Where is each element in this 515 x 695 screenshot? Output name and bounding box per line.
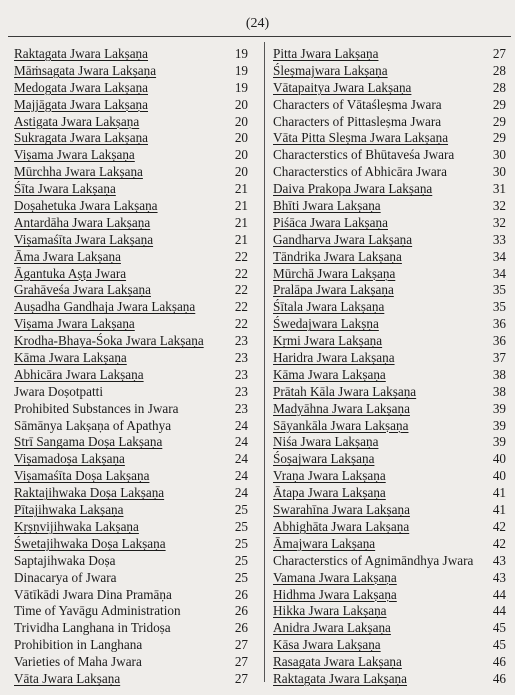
toc-entry — [273, 282, 506, 299]
toc-entry-page: 23 — [234, 400, 248, 416]
toc-entry-page: 19 — [234, 79, 248, 95]
toc-entry — [14, 181, 248, 198]
toc-entry-page: 35 — [492, 282, 506, 298]
toc-entry-page: 30 — [492, 147, 506, 163]
toc-entry — [14, 350, 248, 367]
toc-entry — [273, 553, 506, 570]
toc-entry-page: 22 — [234, 282, 248, 298]
toc-entry-title: Kṛṣṇvijihwaka Lakṣaṇa — [14, 518, 139, 534]
toc-entry — [273, 519, 506, 536]
toc-entry — [273, 367, 506, 384]
toc-entry-page: 20 — [234, 147, 248, 163]
toc-entry-title: Astigata Jwara Lakṣaṇa — [14, 113, 140, 129]
toc-entry-page: 24 — [234, 417, 248, 433]
toc-entry — [273, 384, 506, 401]
toc-entry-title: Ātapa Jwara Lakṣaṇa — [273, 485, 386, 501]
toc-entry-title: Prātah Kāla Jwara Lakṣaṇa — [273, 383, 417, 399]
toc-entry-title: Mūrchha Jwara Lakṣaṇa — [14, 164, 143, 180]
toc-entry — [273, 468, 506, 485]
toc-entry-page: 32 — [492, 198, 506, 214]
toc-entry-title: Hikka Jwara Lakṣaṇa — [273, 603, 387, 619]
toc-entry-page: 27 — [234, 654, 248, 670]
toc-entry-title: Daiva Prakopa Jwara Lakṣaṇa — [273, 181, 433, 197]
toc-entry-title: Strī Sangama Doṣa Lakṣaṇa — [14, 434, 163, 450]
toc-entry — [14, 519, 248, 536]
toc-entry-page: 27 — [234, 637, 248, 653]
toc-entry-page: 25 — [234, 502, 248, 518]
header-rule — [8, 36, 511, 37]
toc-entry-title: Śīta Jwara Lakṣaṇa — [14, 181, 116, 197]
toc-entry-title: Raktagata Jwara Lakṣaṇa — [273, 670, 408, 686]
toc-entry — [273, 215, 506, 232]
toc-entry-title: Viṣama Jwara Lakṣaṇa — [14, 147, 135, 163]
toc-entry-page: 43 — [492, 569, 506, 585]
toc-entry — [273, 80, 506, 97]
toc-entry — [14, 130, 248, 147]
toc-entry-title: Tāndrika Jwara Lakṣaṇa — [273, 248, 402, 264]
toc-entry-title: Vātīkādi Jwara Dina Pramāṇa — [14, 586, 172, 602]
toc-entry — [14, 451, 248, 468]
toc-entry-page: 41 — [492, 485, 506, 501]
toc-left-column — [14, 46, 248, 688]
toc-entry — [273, 266, 506, 283]
toc-entry — [273, 164, 506, 181]
toc-entry-title: Śleṣmajwara Lakṣaṇa — [273, 62, 388, 78]
toc-entry — [14, 384, 248, 401]
toc-entry-page: 33 — [492, 231, 506, 247]
toc-entry — [14, 570, 248, 587]
toc-entry-page: 36 — [492, 316, 506, 332]
toc-entry-page: 46 — [492, 654, 506, 670]
toc-entry — [14, 401, 248, 418]
toc-entry — [14, 97, 248, 114]
toc-entry-page: 24 — [234, 485, 248, 501]
toc-entry-title: Characterstics of Bhūtaveśa Jwara — [273, 147, 455, 163]
toc-entry — [14, 198, 248, 215]
toc-entry-title: Āma Jwara Lakṣaṇa — [14, 248, 121, 264]
toc-entry-page: 37 — [492, 350, 506, 366]
toc-entry-page: 41 — [492, 502, 506, 518]
toc-entry-page: 21 — [234, 198, 248, 214]
toc-entry — [14, 671, 248, 688]
toc-entry-page: 25 — [234, 552, 248, 568]
toc-entry — [14, 46, 248, 63]
toc-entry — [14, 282, 248, 299]
toc-entry-page: 45 — [492, 620, 506, 636]
toc-entry-page: 23 — [234, 366, 248, 382]
toc-entry-page: 38 — [492, 383, 506, 399]
toc-entry — [14, 147, 248, 164]
toc-entry-title: Prohibition in Langhana — [14, 637, 143, 653]
toc-entry — [273, 637, 506, 654]
toc-entry-page: 22 — [234, 316, 248, 332]
toc-entry-title: Śwedajwara Lakṣṇa — [273, 316, 379, 332]
toc-entry-page: 34 — [492, 265, 506, 281]
toc-entry-page: 40 — [492, 451, 506, 467]
toc-entry-title: Kāsa Jwara Lakṣaṇa — [273, 637, 381, 653]
toc-entry-page: 29 — [492, 113, 506, 129]
toc-entry — [273, 46, 506, 63]
toc-entry-page: 23 — [234, 333, 248, 349]
toc-entry-page: 42 — [492, 535, 506, 551]
toc-entry-title: Niśa Jwara Lakṣaṇa — [273, 434, 379, 450]
toc-entry-title: Dinacarya of Jwara — [14, 569, 117, 585]
toc-entry — [273, 63, 506, 80]
toc-entry — [273, 299, 506, 316]
toc-entry-title: Kāma Jwara Lakṣaṇa — [14, 350, 127, 366]
toc-entry-title: Grahāveśa Jwara Lakṣaṇa — [14, 282, 151, 298]
toc-entry-page: 27 — [492, 46, 506, 61]
toc-entry-page: 21 — [234, 181, 248, 197]
toc-entry-page: 22 — [234, 248, 248, 264]
toc-entry — [273, 130, 506, 147]
toc-entry — [273, 147, 506, 164]
toc-entry-title: Gandharva Jwara Lakṣaṇa — [273, 231, 413, 247]
toc-entry-title: Vātapaitya Jwara Lakṣaṇa — [273, 79, 412, 95]
toc-entry — [14, 316, 248, 333]
toc-entry — [273, 181, 506, 198]
toc-entry — [14, 249, 248, 266]
toc-entry — [14, 367, 248, 384]
toc-entry-title: Pitta Jwara Lakṣaṇa — [273, 46, 379, 61]
toc-entry — [273, 654, 506, 671]
toc-entry-title: Rasagata Jwara Lakṣaṇa — [273, 654, 402, 670]
toc-entry — [14, 333, 248, 350]
toc-entry-title: Śoṣajwara Lakṣaṇa — [273, 451, 375, 467]
toc-entry-page: 20 — [234, 113, 248, 129]
toc-entry-page: 28 — [492, 62, 506, 78]
toc-entry — [14, 587, 248, 604]
toc-entry — [14, 468, 248, 485]
toc-entry-page: 28 — [492, 79, 506, 95]
toc-entry-page: 24 — [234, 468, 248, 484]
toc-entry-page: 25 — [234, 518, 248, 534]
toc-entry-title: Time of Yavāgu Administration — [14, 603, 181, 619]
toc-entry-title: Raktajihwaka Doṣa Lakṣaṇa — [14, 485, 165, 501]
toc-entry-title: Characters of Vātaśleṣma Jwara — [273, 96, 442, 112]
column-divider — [264, 42, 265, 682]
toc-entry — [273, 451, 506, 468]
toc-entry-page: 34 — [492, 248, 506, 264]
toc-entry — [14, 215, 248, 232]
toc-entry — [14, 418, 248, 435]
toc-entry-title: Hidhma Jwara Lakṣaṇa — [273, 586, 397, 602]
toc-entry-title: Abhighāta Jwara Lakṣaṇa — [273, 518, 410, 534]
toc-entry-page: 20 — [234, 96, 248, 112]
toc-entry-title: Characters of Pittasleṣma Jwara — [273, 113, 442, 129]
toc-entry-page: 31 — [492, 181, 506, 197]
toc-entry — [14, 485, 248, 502]
toc-entry — [273, 97, 506, 114]
toc-entry-title: Māṁsagata Jwara Lakṣaṇa — [14, 62, 157, 78]
toc-entry — [273, 350, 506, 367]
toc-entry-title: Swarahīna Jwara Lakṣaṇa — [273, 502, 410, 518]
toc-entry-title: Viṣama Jwara Lakṣaṇa — [14, 316, 135, 332]
toc-entry-title: Characterstics of Agnimāndhya Jwara — [273, 552, 474, 568]
toc-entry — [273, 249, 506, 266]
toc-entry — [273, 502, 506, 519]
toc-entry-page: 23 — [234, 383, 248, 399]
toc-entry-title: Sāmānya Lakṣaṇa of Apathya — [14, 417, 172, 433]
toc-entry-title: Vamana Jwara Lakṣaṇa — [273, 569, 397, 585]
toc-entry-title: Bhīti Jwara Lakṣaṇa — [273, 198, 381, 214]
toc-entry-page: 26 — [234, 603, 248, 619]
toc-entry — [14, 553, 248, 570]
toc-entry-page: 24 — [234, 451, 248, 467]
toc-entry-page: 19 — [234, 62, 248, 78]
toc-entry-page: 29 — [492, 130, 506, 146]
toc-entry-page: 35 — [492, 299, 506, 315]
toc-entry-title: Piśāca Jwara Lakṣaṇa — [273, 214, 388, 230]
toc-entry — [14, 637, 248, 654]
toc-entry-title: Anidra Jwara Lakṣaṇa — [273, 620, 391, 636]
toc-entry-page: 36 — [492, 333, 506, 349]
toc-entry — [14, 502, 248, 519]
toc-entry-page: 46 — [492, 670, 506, 686]
toc-entry-page: 29 — [492, 96, 506, 112]
toc-entry-title: Majjāgata Jwara Lakṣaṇa — [14, 96, 149, 112]
toc-entry — [14, 299, 248, 316]
toc-entry-title: Pītajihwaka Lakṣaṇa — [14, 502, 124, 518]
toc-entry-title: Sāyankāla Jwara Lakṣaṇa — [273, 417, 409, 433]
toc-entry-title: Śītala Jwara Lakṣaṇa — [273, 299, 385, 315]
toc-entry-title: Vraṇa Jwara Lakṣaṇa — [273, 468, 386, 484]
toc-entry — [273, 671, 506, 688]
toc-entry — [14, 536, 248, 553]
toc-entry-title: Vāta Jwara Lakṣaṇa — [14, 670, 121, 686]
toc-entry-page: 26 — [234, 620, 248, 636]
toc-entry — [273, 485, 506, 502]
toc-entry-title: Raktagata Jwara Lakṣaṇa — [14, 46, 149, 61]
toc-entry — [273, 198, 506, 215]
toc-entry-title: Viṣamadoṣa Lakṣaṇa — [14, 451, 125, 467]
toc-entry — [273, 536, 506, 553]
toc-entry-title: Śwetajihwaka Doṣa Lakṣaṇa — [14, 535, 166, 551]
toc-entry — [273, 603, 506, 620]
toc-entry-title: Antardāha Jwara Lakṣaṇa — [14, 214, 151, 230]
toc-entry-page: 19 — [234, 46, 248, 61]
toc-entry-title: Āmajwara Lakṣaṇa — [273, 535, 376, 551]
toc-entry-page: 21 — [234, 214, 248, 230]
toc-entry-title: Krodha-Bhaya-Śoka Jwara Lakṣaṇa — [14, 333, 204, 349]
toc-entry-title: Āgantuka Aṣṭa Jwara — [14, 265, 127, 281]
toc-entry — [273, 587, 506, 604]
toc-entry — [273, 401, 506, 418]
toc-entry — [273, 114, 506, 131]
toc-entry — [14, 232, 248, 249]
toc-entry-title: Varieties of Maha Jwara — [14, 654, 142, 670]
toc-entry-title: Sukragata Jwara Lakṣaṇa — [14, 130, 149, 146]
toc-entry — [273, 232, 506, 249]
toc-entry-page: 26 — [234, 586, 248, 602]
toc-entry-page: 44 — [492, 603, 506, 619]
toc-entry-page: 40 — [492, 468, 506, 484]
toc-entry-title: Pralāpa Jwara Lakṣaṇa — [273, 282, 394, 298]
toc-entry-title: Characterstics of Abhicāra Jwara — [273, 164, 447, 180]
toc-entry-page: 25 — [234, 535, 248, 551]
toc-entry-page: 25 — [234, 569, 248, 585]
toc-entry-page: 39 — [492, 400, 506, 416]
toc-entry-page: 38 — [492, 366, 506, 382]
toc-entry-title: Kṛmi Jwara Lakṣaṇa — [273, 333, 383, 349]
toc-entry — [14, 603, 248, 620]
toc-entry-title: Viṣamaśīta Doṣa Lakṣaṇa — [14, 468, 150, 484]
toc-entry — [14, 63, 248, 80]
toc-entry-page: 45 — [492, 637, 506, 653]
toc-entry-page: 23 — [234, 350, 248, 366]
page-number: (24) — [245, 16, 270, 31]
toc-entry — [273, 418, 506, 435]
toc-entry-title: Prohibited Substances in Jwara — [14, 400, 179, 416]
toc-entry — [273, 620, 506, 637]
toc-entry-page: 44 — [492, 586, 506, 602]
toc-entry-page: 22 — [234, 299, 248, 315]
toc-entry — [14, 80, 248, 97]
toc-entry-title: Medogata Jwara Lakṣaṇa — [14, 79, 149, 95]
toc-entry — [14, 434, 248, 451]
toc-entry-title: Haridra Jwara Lakṣaṇa — [273, 350, 395, 366]
toc-entry-page: 43 — [492, 552, 506, 568]
toc-entry-title: Auṣadha Gandhaja Jwara Lakṣaṇa — [14, 299, 196, 315]
toc-entry — [273, 570, 506, 587]
toc-entry-page: 21 — [234, 231, 248, 247]
toc-entry-page: 32 — [492, 214, 506, 230]
toc-entry-title: Kāma Jwara Lakṣaṇa — [273, 366, 386, 382]
toc-entry — [14, 114, 248, 131]
toc-entry — [273, 333, 506, 350]
toc-entry-title: Mūrchā Jwara Lakṣaṇa — [273, 265, 396, 281]
toc-entry-title: Saptajihwaka Doṣa — [14, 552, 116, 568]
toc-entry-title: Doṣahetuka Jwara Lakṣaṇa — [14, 198, 158, 214]
toc-entry — [14, 266, 248, 283]
toc-entry-title: Trividha Langhana in Tridoṣa — [14, 620, 171, 636]
toc-entry-title: Jwara Doṣotpatti — [14, 383, 103, 399]
toc-entry-page: 20 — [234, 130, 248, 146]
toc-entry — [273, 434, 506, 451]
toc-entry-title: Vāta Pitta Sleṣma Jwara Lakṣaṇa — [273, 130, 449, 146]
toc-entry-page: 20 — [234, 164, 248, 180]
toc-entry-page: 39 — [492, 434, 506, 450]
toc-entry-page: 27 — [234, 670, 248, 686]
toc-entry-page: 39 — [492, 417, 506, 433]
toc-entry-page: 24 — [234, 434, 248, 450]
toc-entry-page: 22 — [234, 265, 248, 281]
toc-right-column — [273, 46, 506, 688]
toc-entry — [273, 316, 506, 333]
toc-entry-title: Madyāhna Jwara Lakṣaṇa — [273, 400, 410, 416]
toc-entry — [14, 620, 248, 637]
toc-entry — [14, 164, 248, 181]
toc-entry-title: Abhicāra Jwara Lakṣaṇa — [14, 366, 144, 382]
toc-entry-page: 30 — [492, 164, 506, 180]
toc-entry — [14, 654, 248, 671]
toc-entry-page: 42 — [492, 518, 506, 534]
toc-entry-title: Viṣamaśīta Jwara Lakṣaṇa — [14, 231, 154, 247]
